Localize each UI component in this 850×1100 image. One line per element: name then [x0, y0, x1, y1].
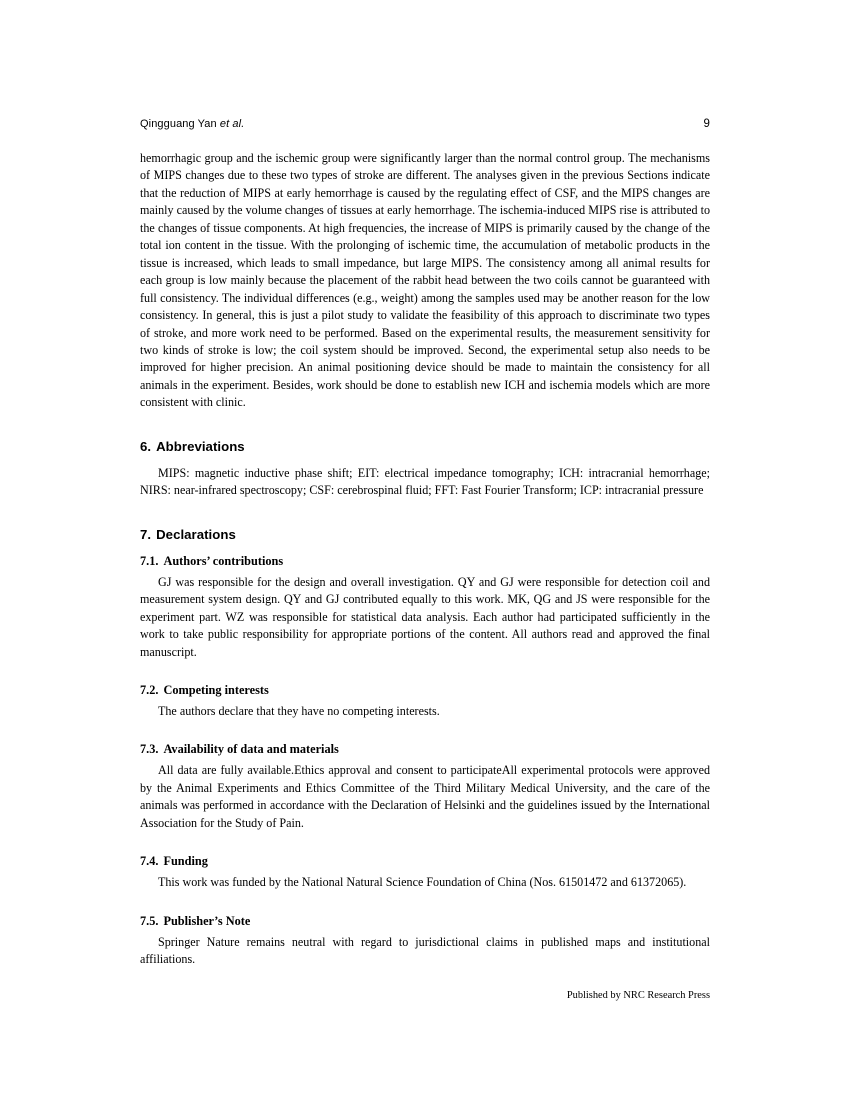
section-number: 7. — [140, 526, 152, 542]
subsection-number: 7.4. — [140, 854, 159, 869]
page-footer — [140, 990, 710, 1001]
section-title: Declarations — [156, 526, 236, 542]
subsection-title: Publisher’s Note — [163, 913, 251, 928]
subsection-title: Funding — [163, 854, 208, 869]
subsection-number: 7.3. — [140, 742, 159, 757]
author-name: Qingguang Yan — [140, 118, 217, 130]
publishers-note-paragraph: Springer Nature remains neutral with regard to jurisdictional claims in published maps and institutional affiliations. — [140, 934, 710, 967]
continued-paragraph: hemorrhagic group and the ischemic group were significantly larger than the normal control group. The mechanisms of MIPS changes due to these two types of stroke are different. The analyses given in the previous Sections indicate that the reduction of MIPS at early hemorrhage is caused by the regulating effect of CSF, and the MIPS changes are mainly caused by the volume changes of tissues at early hemorrhage. The ischemia-induced MIPS rise is attributed to the changes of tissue components. At high frequencies, the increase of MIPS is primarily caused by the change of the total ion content in the tissue. With the prolonging of ischemic time, the accumulation of metabolic products in the tissue is increased, which leads to small impedance, but large MIPS. The consistency among all animal results for each group is low mainly because the placement of the rabbit head between the two coils cannot be guaranteed with full consistency. The individual differences (e.g., weight) among the samples used may be another reason for the low consistency. In general, this is just a pilot study to validate the feasibility of this approach to discriminate two types of stroke, and more work need to be performed. Based on the experimental results, the measurement sensitivity for two kinds of stroke is low; the coil system should be improved. Second, the experimental setup also needs to be improved for higher precision. An animal positioning device should be made to maintain the consistency for all animals in the experiment. Besides, work should be done to establish new ICH and ischemia models which are more consistent with clinic. — [140, 151, 710, 410]
subsection-number: 7.1. — [140, 553, 159, 568]
subsection-title: Competing interests — [163, 682, 269, 697]
running-head-author — [140, 118, 244, 130]
section-title: Abbreviations — [156, 438, 245, 454]
subsection-heading-competing-interests — [140, 683, 710, 698]
section-heading-abbreviations — [140, 439, 710, 454]
et-al-label: et al. — [219, 118, 245, 130]
publisher-credit: Published by NRC Research Press — [566, 990, 710, 1001]
subsection-number: 7.5. — [140, 913, 159, 928]
subsection-heading-authors-contributions — [140, 554, 710, 569]
page-number: 9 — [703, 118, 710, 130]
authors-contributions-paragraph: GJ was responsible for the design and overall investigation. QY and GJ were responsible for detection coil and measurement system design. QY and GJ contributed equally to this work. MK, QG and JS were responsible for the experiment part. WZ was responsible for statistical data analysis. Each author had participated sufficiently in the work to take public responsibility for appropriate portions of the content. All authors read and approved the final manuscript. — [140, 574, 710, 659]
availability-of-data-paragraph: All data are fully available.Ethics approval and consent to participateAll experimental protocols were approved by the Animal Experiments and Ethics Committee of the Third Military Medical University, and the care of the animals was performed in accordance with the Declaration of Helsinki and the guidelines issued by the International Association for the Study of Pain. — [140, 763, 710, 830]
subsection-heading-availability-of-data — [140, 742, 710, 757]
subsection-heading-funding — [140, 854, 710, 869]
subsection-number: 7.2. — [140, 682, 159, 697]
page-content — [140, 118, 710, 969]
funding-paragraph: This work was funded by the National Natural Science Foundation of China (Nos. 61501472 and 61372065). — [158, 875, 687, 890]
section-heading-declarations — [140, 527, 710, 542]
competing-interests-paragraph: The authors declare that they have no competing interests. — [158, 703, 440, 718]
subsection-title: Availability of data and materials — [163, 742, 339, 757]
abbreviations-paragraph: MIPS: magnetic inductive phase shift; EIT: electrical impedance tomography; ICH: intracranial hemorrhage; NIRS: near-infrared spectroscopy; CSF: cerebrospinal fluid; FFT: Fast Fourier Transform; ICP: intracranial pressure — [140, 465, 710, 498]
subsection-title: Authors’ contributions — [163, 553, 284, 568]
subsection-heading-publishers-note — [140, 914, 710, 929]
section-number: 6. — [140, 438, 152, 454]
running-head — [140, 118, 710, 130]
